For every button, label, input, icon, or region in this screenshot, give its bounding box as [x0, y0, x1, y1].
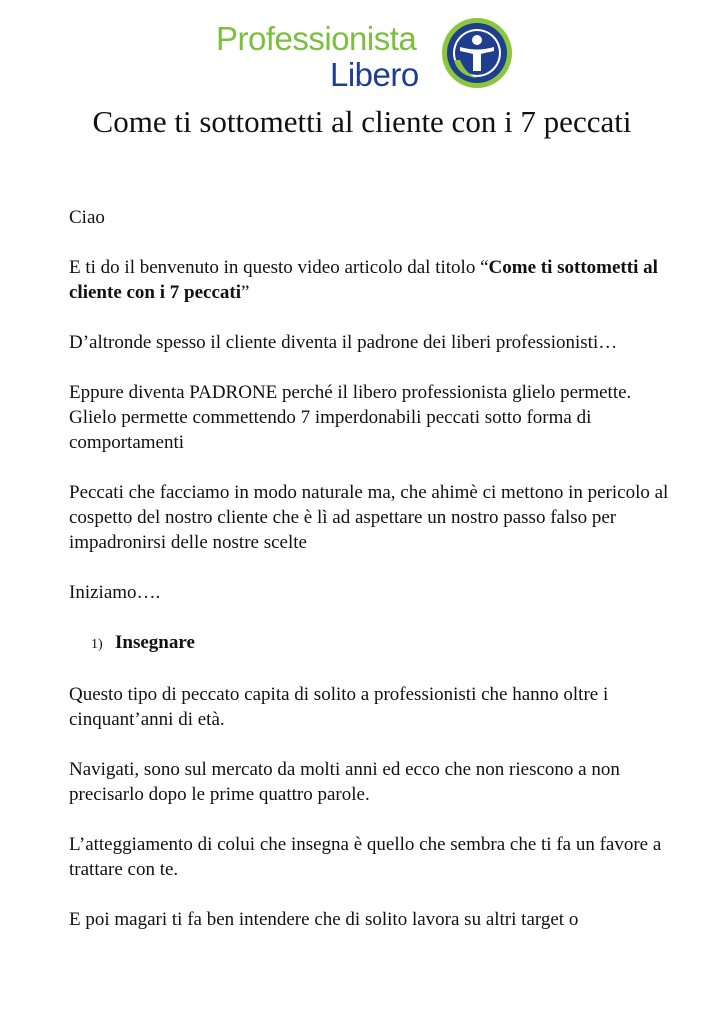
paragraph-welcome	[69, 255, 669, 305]
list-item-heading	[69, 630, 669, 657]
paragraph-padrone: Eppure diventa PADRONE perché il libero professionista glielo permette. Glielo permette commettendo 7 imperdonabili peccati sotto forma di comportamenti	[69, 382, 632, 453]
brand-logo	[214, 14, 514, 94]
article-body	[69, 205, 669, 957]
paragraph-iniziamo: Iniziamo….	[69, 582, 161, 603]
logo-text-professionista: Professionista	[216, 20, 417, 57]
page-title: Come ti sottometti al cliente con i 7 peccati	[92, 104, 632, 139]
paragraph-target: E poi magari ti fa ben intendere che di solito lavora su altri target o	[69, 909, 579, 930]
welcome-suffix: ”	[241, 282, 250, 303]
list-number: 1)	[91, 637, 103, 652]
paragraph-peccati: Peccati che facciamo in modo naturale ma, che ahimè ci mettono in pericolo al cospetto del nostro cliente che è lì ad aspettare un nostro passo falso per impadronirsi delle nostre scelte	[69, 482, 669, 553]
paragraph-eta: Questo tipo di peccato capita di solito a professionisti che hanno oltre i cinquant’anni di età.	[69, 684, 609, 730]
list-heading-text: Insegnare	[115, 632, 195, 653]
welcome-title-bold: Come ti sottometti al cliente con i 7 peccati	[69, 257, 658, 303]
logo-text-libero: Libero	[330, 56, 419, 93]
welcome-prefix: E ti do il benvenuto in questo video articolo dal titolo “	[69, 257, 489, 278]
person-emblem-icon	[440, 16, 514, 90]
paragraph-greeting: Ciao	[69, 207, 105, 228]
paragraph-intro: D’altronde spesso il cliente diventa il padrone dei liberi professionisti…	[69, 332, 618, 353]
paragraph-navigati: Navigati, sono sul mercato da molti anni ed ecco che non riescono a non precisarlo dopo le prime quattro parole.	[69, 759, 620, 805]
paragraph-atteggiamento: L’atteggiamento di colui che insegna è quello che sembra che ti fa un favore a trattare con te.	[69, 834, 662, 880]
